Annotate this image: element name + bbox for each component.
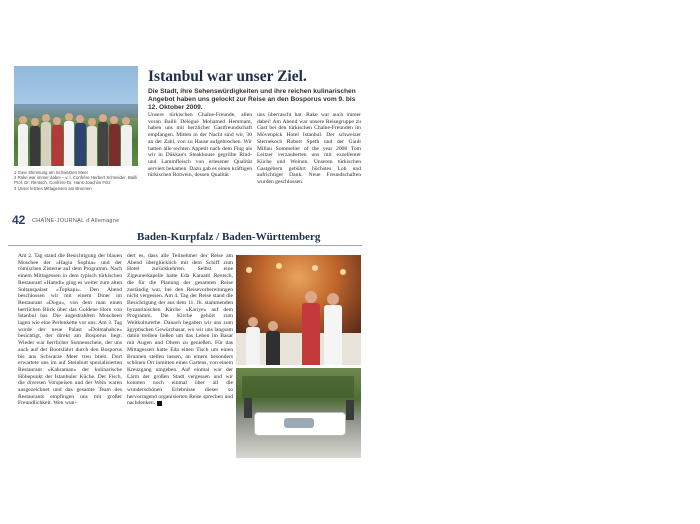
journal-name: CHAÎNE-JOURNAL d'Allemagne: [32, 218, 120, 224]
end-mark: [157, 401, 162, 406]
caption-3: 3 Unser letztes Mittagessen am Brunnen: [14, 185, 92, 191]
bottom-body-col2: dert es, dass alle Teilnehmer der Reise am Abend überglücklich mit dem Schiff zum Hotel zurückkehrten. Selbst eine Zigeunerkapelle hatte Eda Karaatli Rentsch, die für die Planung der gesamten Reise zuständig war, bei den Reisevorbereitungen nicht vergessen. Am 4. Tag der Reise stand die Besichtigung der aus dem 11. Jh. stammenden byzantinischen Kirche «Kariye» auf dem Programm. Die Kirche gehört zum Weltkulturerbe. Danach begaben wir uns zum ägyptischen Gewürzbasar, wo wir uns langsam dahin treiben ließen um das Leben im Basar mit Augen und Ohren zu genießen. Für das Mittagessen hatte Eda einen Tisch um einen Brunnen stellen lassen, an einem besonders schönen Ort inmitten eines Gartens, von einem Kreuzgang umgeben. Auf einmal war der Lärm der großen Stadt vergessen und wir konnten noch einmal über all die wunderschönen Erlebnisse dieser so hervorragend organisierten Reise sprechen und nachdenken.: [127, 253, 233, 407]
group-photo: [14, 66, 138, 166]
page-number: 42: [12, 213, 26, 227]
top-body-col2: uns überrascht hat. Rake war auch immer dabei! Am Abend war unsere Reisegruppe zu Gast bei den türkischen Chaîne-Freunden im Mövenpick Hotel Istanbul. Der schweizer Sternekoch Robert Speth und der Gault Millau Sommelier of the year 2008 Tom Leitzer verzauberten uns mit exzellenter Küche und Weinen. Unseren türkischen Gastgebern gebührt höchstes Lob und aufrichtiger Dank. Neue Freundschaften wurden geschlossen.: [257, 112, 361, 186]
bottom-body-col1: Am 2. Tag stand die Besichtigung der blauen Moschee der «Hagia Sophia» und der römischen Zisterne auf dem Programm. Nach einem Mittagessen in dem typisch türkischen Restaurant «Hamdi» ging es weiter zum alten Sultanspalast «Topkapi». Den Abend beschlossen wir mit einem Diner im Restaurant «Dogu», von dem man einen herrlichen Blick über das Goldene Horn von Istanbul hat. Die angestrahlten Moscheen lagen wie eine Perlenkette vor uns. Am 3. Tag wurde der neue Palast «Dolmabahce» besichtigt, der direkt am Bosporus liegt. Wieder war herrlicher Sonnenschein, der uns auch auf der Bootsfahrt durch den Bosporus bis ans Schwarze Meer treu blieb. Dort erwartete uns im auf Steinbutt spezialisierten Restaurant «Kahraman» der kulinarische Höhepunkt der Istanbuler Küche. Der Fisch, die diversen Vorspeisen und der Wein waren ausgezeichnet und das gesamte Team des Restaurants empfingen uns mit großer Freundlichkeit. Wen wun-: [18, 253, 122, 407]
top-body-col1: Unsere türkischen Chaîne-Freunde, allen voran Bailli Délégué Mohamed Hemmam, haben uns mit herzlicher Gastfreundschaft empfangen. Mitten in der Nacht sind wir, 30 an der Zahl, von zu Hause aufgebrochen. Wir hatten alle rechten Appetit nach dem Flug als wir in Dükkan's Steakhouse gegrillte Rind- und Lammfleisch von erlesener Qualität serviert bekamen. Dazu gab es einen kräftigen türkischen Rotwein, dessen Qualität: [148, 112, 252, 179]
garden-lunch-photo: [236, 368, 361, 458]
bottom-page: [6, 229, 363, 469]
page-footer: [12, 214, 362, 228]
article-title: Istanbul war unser Ziel.: [148, 68, 307, 85]
caption-1: 1 Gute Stimmung am Schwarzen Meer: [14, 170, 89, 175]
restaurant-photo: [236, 255, 361, 365]
top-page: [10, 62, 362, 220]
article-lead: Die Stadt, ihre Sehenswürdigkeiten und ihre reichen kulinarischen Angebot haben uns gelockt zur Reise an den Bosporus vom 9. bis 12. Oktober 2009.: [148, 88, 356, 111]
photo-captions: [14, 170, 138, 191]
section-title: Baden-Kurpfalz / Baden-Württemberg: [137, 231, 321, 243]
caption-2: 2 Rake war immer dabei – v. l. Confrère Herbert Schneider, Bailli Prof. Dr. Rentsch, Confrère Dr. Hans-Joachim Fritz: [14, 175, 137, 186]
section-rule: [8, 245, 362, 246]
